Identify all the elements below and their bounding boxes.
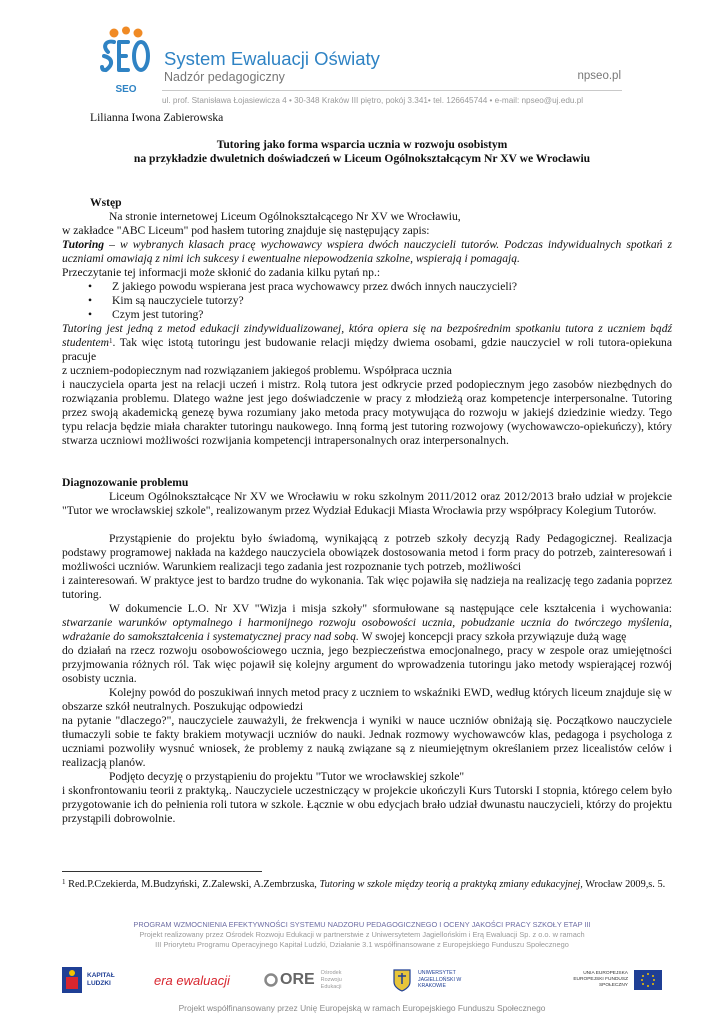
author: Lilianna Iwona Zabierowska xyxy=(90,111,224,124)
definition-paragraph: i nauczyciela oparta jest na relacji uczeń i mistrz. Rolą tutora jest odkrycie przed podopiecznym jego zasobów niezbędnych do rozwiązania problemu. Dlatego ważne jest jego doświadczenie w pracy z młodzieżą oraz kompetencje interpersonalne. Tutoring przez swoją akademicką genezę bywa rozumiany jako metoda pracy motywująca do rozwoju w jakiejś dziedzinie wiedzy. Tego typu relacja będzie miała charakter tutoringu naukowego. Inną formą jest tutoring rozwojowy (wychowawczo-opiekuńczy), który stwarza uczniowi możliwości rozwijania kompetencji intrapersonalnych oraz interpersonalnych. xyxy=(62,378,672,448)
intro-line-2: w zakładce "ABC Liceum" pod hasłem tutoring znajduje się następujący zapis: xyxy=(62,224,430,237)
kapital-ludzki-logo xyxy=(62,962,142,998)
mission-text: W swojej koncepcji pracy szkoła przywiązuje dużą wagę xyxy=(358,630,627,644)
bullet-icon: • xyxy=(88,308,93,322)
svg-text:SEO: SEO xyxy=(115,84,137,95)
list-item xyxy=(84,280,517,294)
kapital-ludzki-text: KAPITAŁ LUDZKI xyxy=(87,972,115,987)
brand-subtitle: Nadzór pedagogiczny xyxy=(164,70,285,84)
contact-address: ul. prof. Stanisława Łojasiewicza 4 • 30-348 Kraków III piętro, pokój 3.341• tel. 126645744 • e-mail: npseo@uj.edu.pl xyxy=(162,96,584,105)
program-title: PROGRAM WZMOCNIENIA EFEKTYWNOŚCI SYSTEMU NADZORU PEDAGOGICZNEGO I OCENY JAKOŚCI PRACY SZKOŁY ETAP III xyxy=(133,920,591,929)
era-ewaluacji-logo xyxy=(154,962,254,998)
footnote-mark: 1 xyxy=(62,878,66,886)
definition-text: . Tak więc istotą tutoringu jest budowanie relacji między dwiema osobami, gdzie nauczyciel w roli tutora-opiekuna pracuje xyxy=(62,336,672,364)
quote-term: Tutoring xyxy=(62,238,105,251)
ore-subtext: Ośrodek Rozwoju Edukacji xyxy=(320,969,342,990)
section-heading-intro: Wstęp xyxy=(90,196,122,209)
section-heading-diagnosis: Diagnozowanie problemu xyxy=(62,476,189,489)
question-text: Czym jest tutoring? xyxy=(112,308,204,322)
uj-text: UNIWERSYTET JAGIELLOŃSKI W KRAKOWIE xyxy=(418,970,462,990)
ore-text: ORE xyxy=(280,971,315,988)
tutoring-definition xyxy=(62,322,672,364)
eu-text: UNIA EUROPEJSKA EUROPEJSKI FUNDUSZ SPOŁECZNY xyxy=(573,971,628,988)
diagnosis-paragraph-3 xyxy=(62,602,672,644)
era-ewaluacji-text: era ewaluacji xyxy=(154,972,230,988)
doc-title-line2: na przykładzie dwuletnich doświadczeń w Liceum Ogólnokształcącym Nr XV we Wrocławiu xyxy=(133,152,591,165)
intro-lead: Przeczytanie tej informacji może skłonić do zadania kilku pytań np.: xyxy=(62,266,381,279)
brand-url[interactable]: npseo.pl xyxy=(577,70,621,82)
bullet-icon: • xyxy=(88,294,93,308)
diagnosis-paragraph-2b: i zainteresowań. W praktyce jest to bardzo trudne do wykonania. Tak więc pojawiła się nadzieja na realizację tego zadania poprzez tutoring. xyxy=(62,574,672,602)
question-list xyxy=(84,280,517,322)
quote-text: – w wybranych klasach pracę wychowawcy wspiera dwóch nauczycieli tutorów. Podczas indywidualnych spotkań z uczniami omawiają z nimi ich sukcesy i ewentualne niepowodzenia szkolne, wspierają i pomagają. xyxy=(62,238,672,266)
footnote-divider xyxy=(62,871,262,872)
uj-logo xyxy=(392,962,502,998)
seo-logo xyxy=(98,26,154,98)
diagnosis-paragraph-5b: i skonfrontowaniu teorii z praktyką,. Nauczyciele uczestniczący w projekcie ukończyli Kurs Tutorski I stopnia, którego celem było przygotowanie ich do pełnienia roli tutora w szkole. Łącznie w obu edycjach brało udział dwunastu nauczycieli, którzy do projektu przystąpili dobrowolnie. xyxy=(62,784,672,826)
program-line-2: Projekt realizowany przez Ośrodek Rozwoju Edukacji w partnerstwie z Uniwersytetem Jagiellońskim i Erą Ewaluacji Sp. z o.o. w ramach xyxy=(139,930,585,939)
ore-ring-icon xyxy=(264,973,278,987)
program-line-3: III Priorytetu Programu Operacyjnego Kapitał Ludzki, Działanie 3.1 współfinansowane z Europejskiego Funduszu Społecznego xyxy=(155,940,569,949)
definition-italic: Tutoring jest jedną z metod edukacji zindywidualizowanej, która opiera się na bezpośrednim spotkaniu tutora z uczniem bądź studentem xyxy=(62,322,672,350)
eu-flag-icon xyxy=(634,970,662,990)
kapital-ludzki-icon xyxy=(62,967,82,993)
list-item xyxy=(84,294,517,308)
uj-crest-icon xyxy=(392,968,412,992)
list-item xyxy=(84,308,517,322)
question-text: Z jakiego powodu wspierana jest praca wychowawcy przez dwóch innych nauczycieli? xyxy=(112,280,517,293)
header-divider xyxy=(162,90,622,91)
intro-line-1: Na stronie internetowej Liceum Ogólnokształcącego Nr XV we Wrocławiu, xyxy=(109,210,461,223)
mission-quote: stwarzanie warunków optymalnego i harmonijnego rozwoju osobowości ucznia, pobudzanie ucznia do twórczego myślenia, wdrażanie do samokształcenia i systematycznej pracy nad sobą. xyxy=(62,616,672,644)
ore-logo xyxy=(264,962,364,998)
footnote-book-title: Tutoring w szkole między teorią a praktyką zmiany edukacyjnej, xyxy=(319,879,583,890)
bullet-icon: • xyxy=(88,280,93,293)
doc-title-line1: Tutoring jako forma wsparcia ucznia w rozwoju osobistym xyxy=(216,138,508,151)
diagnosis-paragraph-1: Liceum Ogólnokształcące Nr XV we Wrocławiu w roku szkolnym 2011/2012 oraz 2012/2013 brało udział w projekcie "Tutor we wrocławskiej szkole", realizowanym przez Wydział Edukacji Miasta Wrocławia przy współpracy Kolegium Tutorów. xyxy=(62,490,672,518)
footnote-authors: Red.P.Czekierda, M.Budzyński, Z.Zalewski, A.Zembrzuska, xyxy=(65,879,320,890)
footnote xyxy=(62,878,672,891)
eu-cofinancing-note: Projekt współfinansowany przez Unię Europejską w ramach Europejskiego Funduszu Społecznego xyxy=(178,1003,546,1013)
diagnosis-paragraph-5: Podjęto decyzję o przystąpieniu do projektu "Tutor we wrocławskiej szkole" xyxy=(109,770,465,783)
diagnosis-paragraph-2: Przystąpienie do projektu było świadomą, wynikającą z potrzeb szkoły decyzją Rady Pedagogicznej. Realizacja podstawy programowej nakłada na każdego nauczyciela obowiązek dostosowania metod i form pracy do potrzeb, zainteresowań i możliwości uczniów. Warunkiem realizacji tego zadania jest rozpoznanie tych potrzeb, możliwości xyxy=(62,532,672,574)
diagnosis-paragraph-3c: do działań na rzecz rozwoju osobowościowego ucznia, jego bezpieczeństwa emocjonalnego, pracy w zespole oraz umiejętności przyjmowania różnych ról. Tak więc pojawił się kolejny argument do wprowadzenia tutoringu jako metody wspierającej rozwój osobisty ucznia. xyxy=(62,644,672,686)
brand-title: System Ewaluacji Oświaty xyxy=(164,48,380,69)
partner-logos xyxy=(62,962,662,1000)
footnote-ref[interactable]: 1 xyxy=(109,337,113,346)
mission-intro: W dokumencie L.O. Nr XV "Wizja i misja szkoły" sformułowane są następujące cele kształcenia i wychowania: xyxy=(109,602,672,615)
diagnosis-paragraph-4b: na pytanie "dlaczego?", nauczyciele zauważyli, że frekwencja i wyniki w nauce uczniów obniżają się. Początkowo nauczyciele tłumaczyli sobie te fakty brakiem motywacji uczniów do nauki. Jednak rozmowy wychowawców klas, pedagoga i psychologa z uczniami pozwoliły wysnuć wniosek, że problemy z nauką związane są z nieumiejętnym określaniem przez licealistów celów i realizacją planów. xyxy=(62,714,672,770)
definition-line: z uczniem-podopiecznym nad rozwiązaniem jakiegoś problemu. Współpraca ucznia xyxy=(62,364,452,377)
eu-logo xyxy=(538,962,662,998)
question-text: Kim są nauczyciele tutorzy? xyxy=(112,294,244,308)
diagnosis-paragraph-4: Kolejny powód do poszukiwań innych metod pracy z uczniem to wskaźniki EWD, według których liceum znajduje się w obszarze szkół neutralnych. Poszukując odpowiedzi xyxy=(62,686,672,714)
footnote-place-year: Wrocław 2009,s. 5. xyxy=(582,879,666,890)
intro-quote xyxy=(62,238,672,266)
